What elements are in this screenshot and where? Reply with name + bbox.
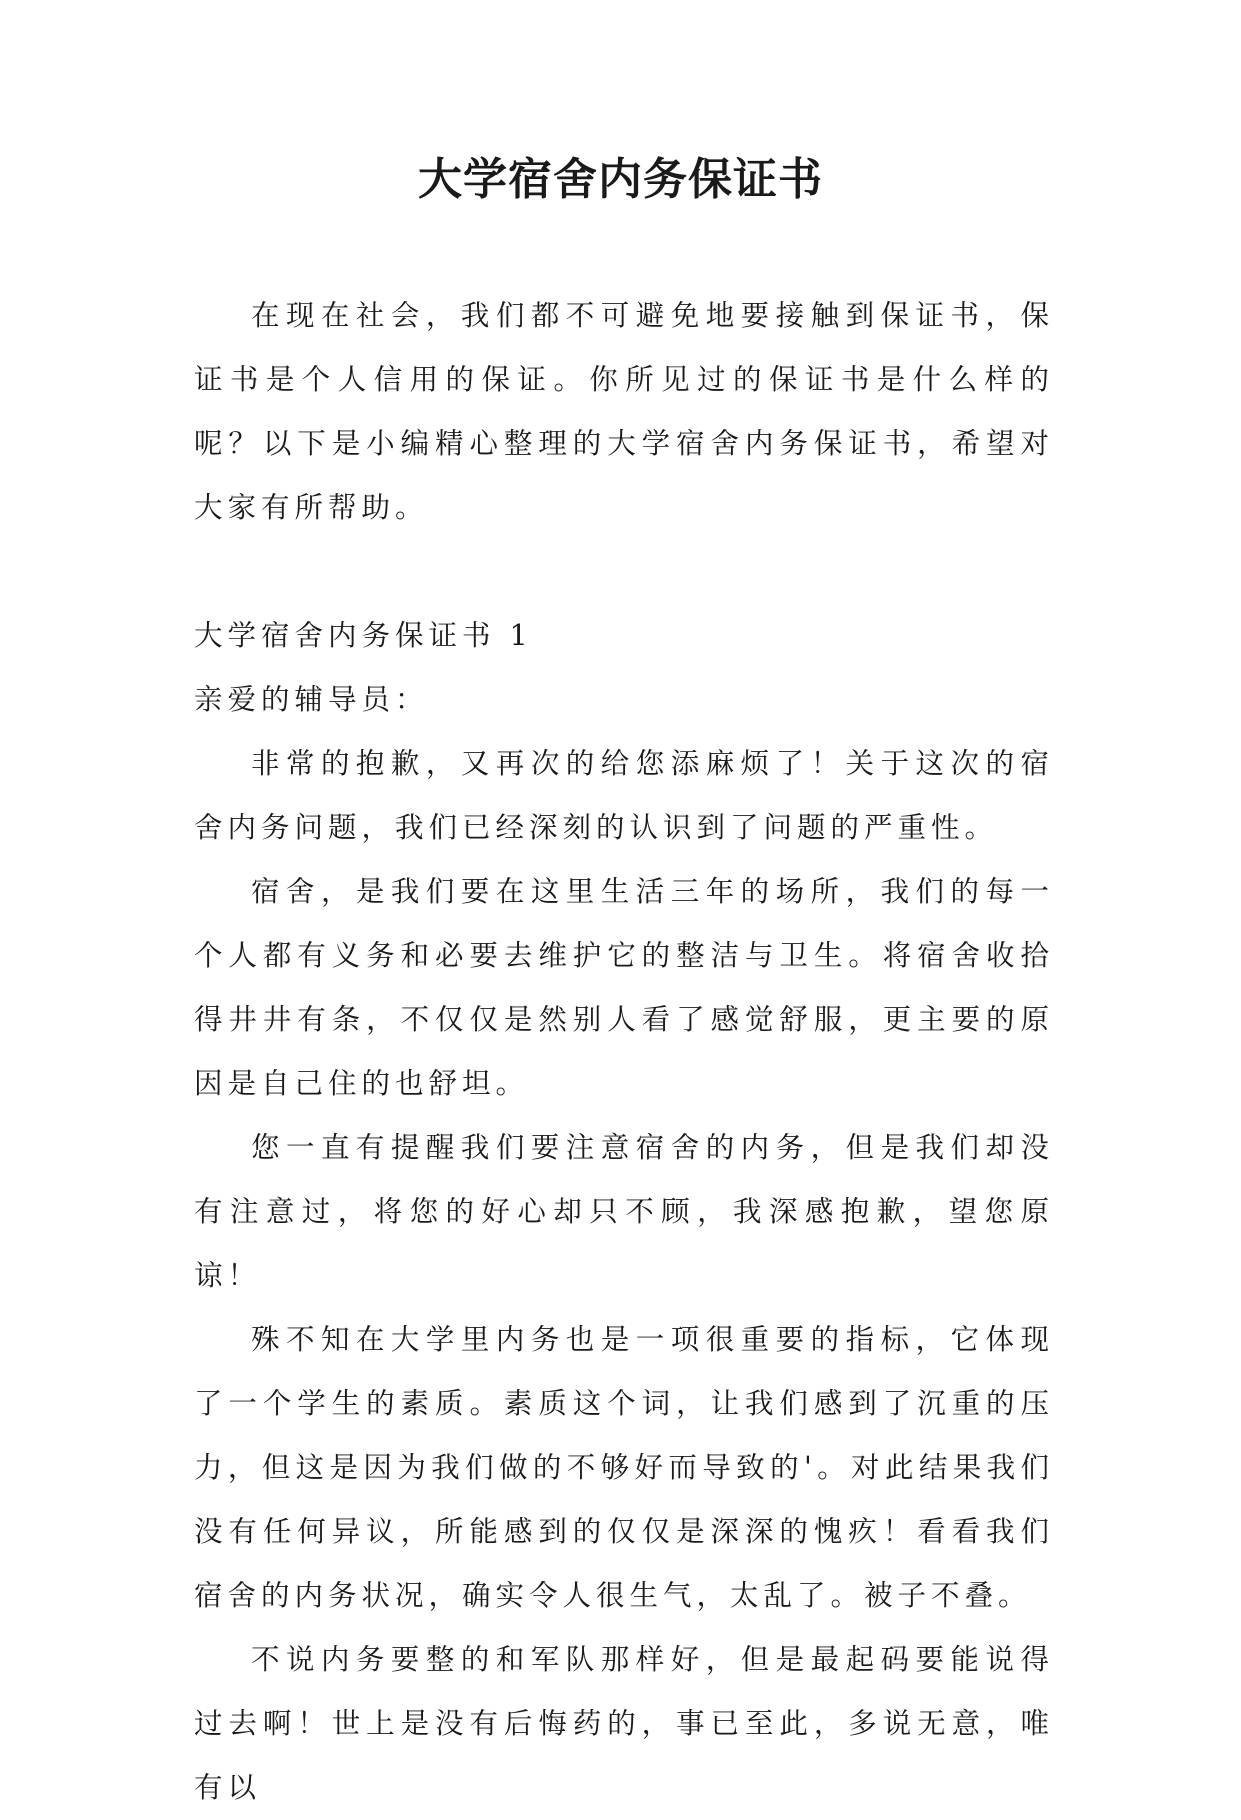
body-paragraph-5: 不说内务要整的和军队那样好，但是最起码要能说得过去啊！世上是没有后悔药的，事已至此，多说无意，唯有以 <box>194 1643 1054 1804</box>
body-paragraph-2: 宿舍，是我们要在这里生活三年的场所，我们的每一个人都有义务和必要去维护它的整洁与卫生。将宿舍收拾得井井有条，不仅仅是然别人看了感觉舒服，更主要的原因是自己住的也舒坦。 <box>194 875 1054 1100</box>
section-heading: 大学宿舍内务保证书 1 <box>194 619 533 652</box>
body-paragraph-1: 非常的抱歉，又再次的给您添麻烦了！关于这次的宿舍内务问题，我们已经深刻的认识到了问题的严重性。 <box>194 747 1054 844</box>
document-body <box>194 284 1054 1820</box>
intro-paragraph: 在现在社会，我们都不可避免地要接触到保证书，保证书是个人信用的保证。你所见过的保证书是什么样的呢？以下是小编精心整理的大学宿舍内务保证书，希望对大家有所帮助。 <box>194 299 1054 524</box>
document-title: 大学宿舍内务保证书 <box>418 154 823 205</box>
body-paragraph-3: 您一直有提醒我们要注意宿舍的内务，但是我们却没有注意过，将您的好心却只不顾，我深感抱歉，望您原谅！ <box>194 1131 1054 1292</box>
body-paragraph-4: 殊不知在大学里内务也是一项很重要的指标，它体现了一个学生的素质。素质这个词，让我们感到了沉重的压力，但这是因为我们做的不够好而导致的'。对此结果我们没有任何异议，所能感到的仅仅是深深的愧疚！看看我们宿舍的内务状况，确实令人很生气，太乱了。被子不叠。 <box>194 1323 1054 1612</box>
salutation: 亲爱的辅导员： <box>194 683 429 716</box>
paragraph-gap <box>194 540 1054 604</box>
